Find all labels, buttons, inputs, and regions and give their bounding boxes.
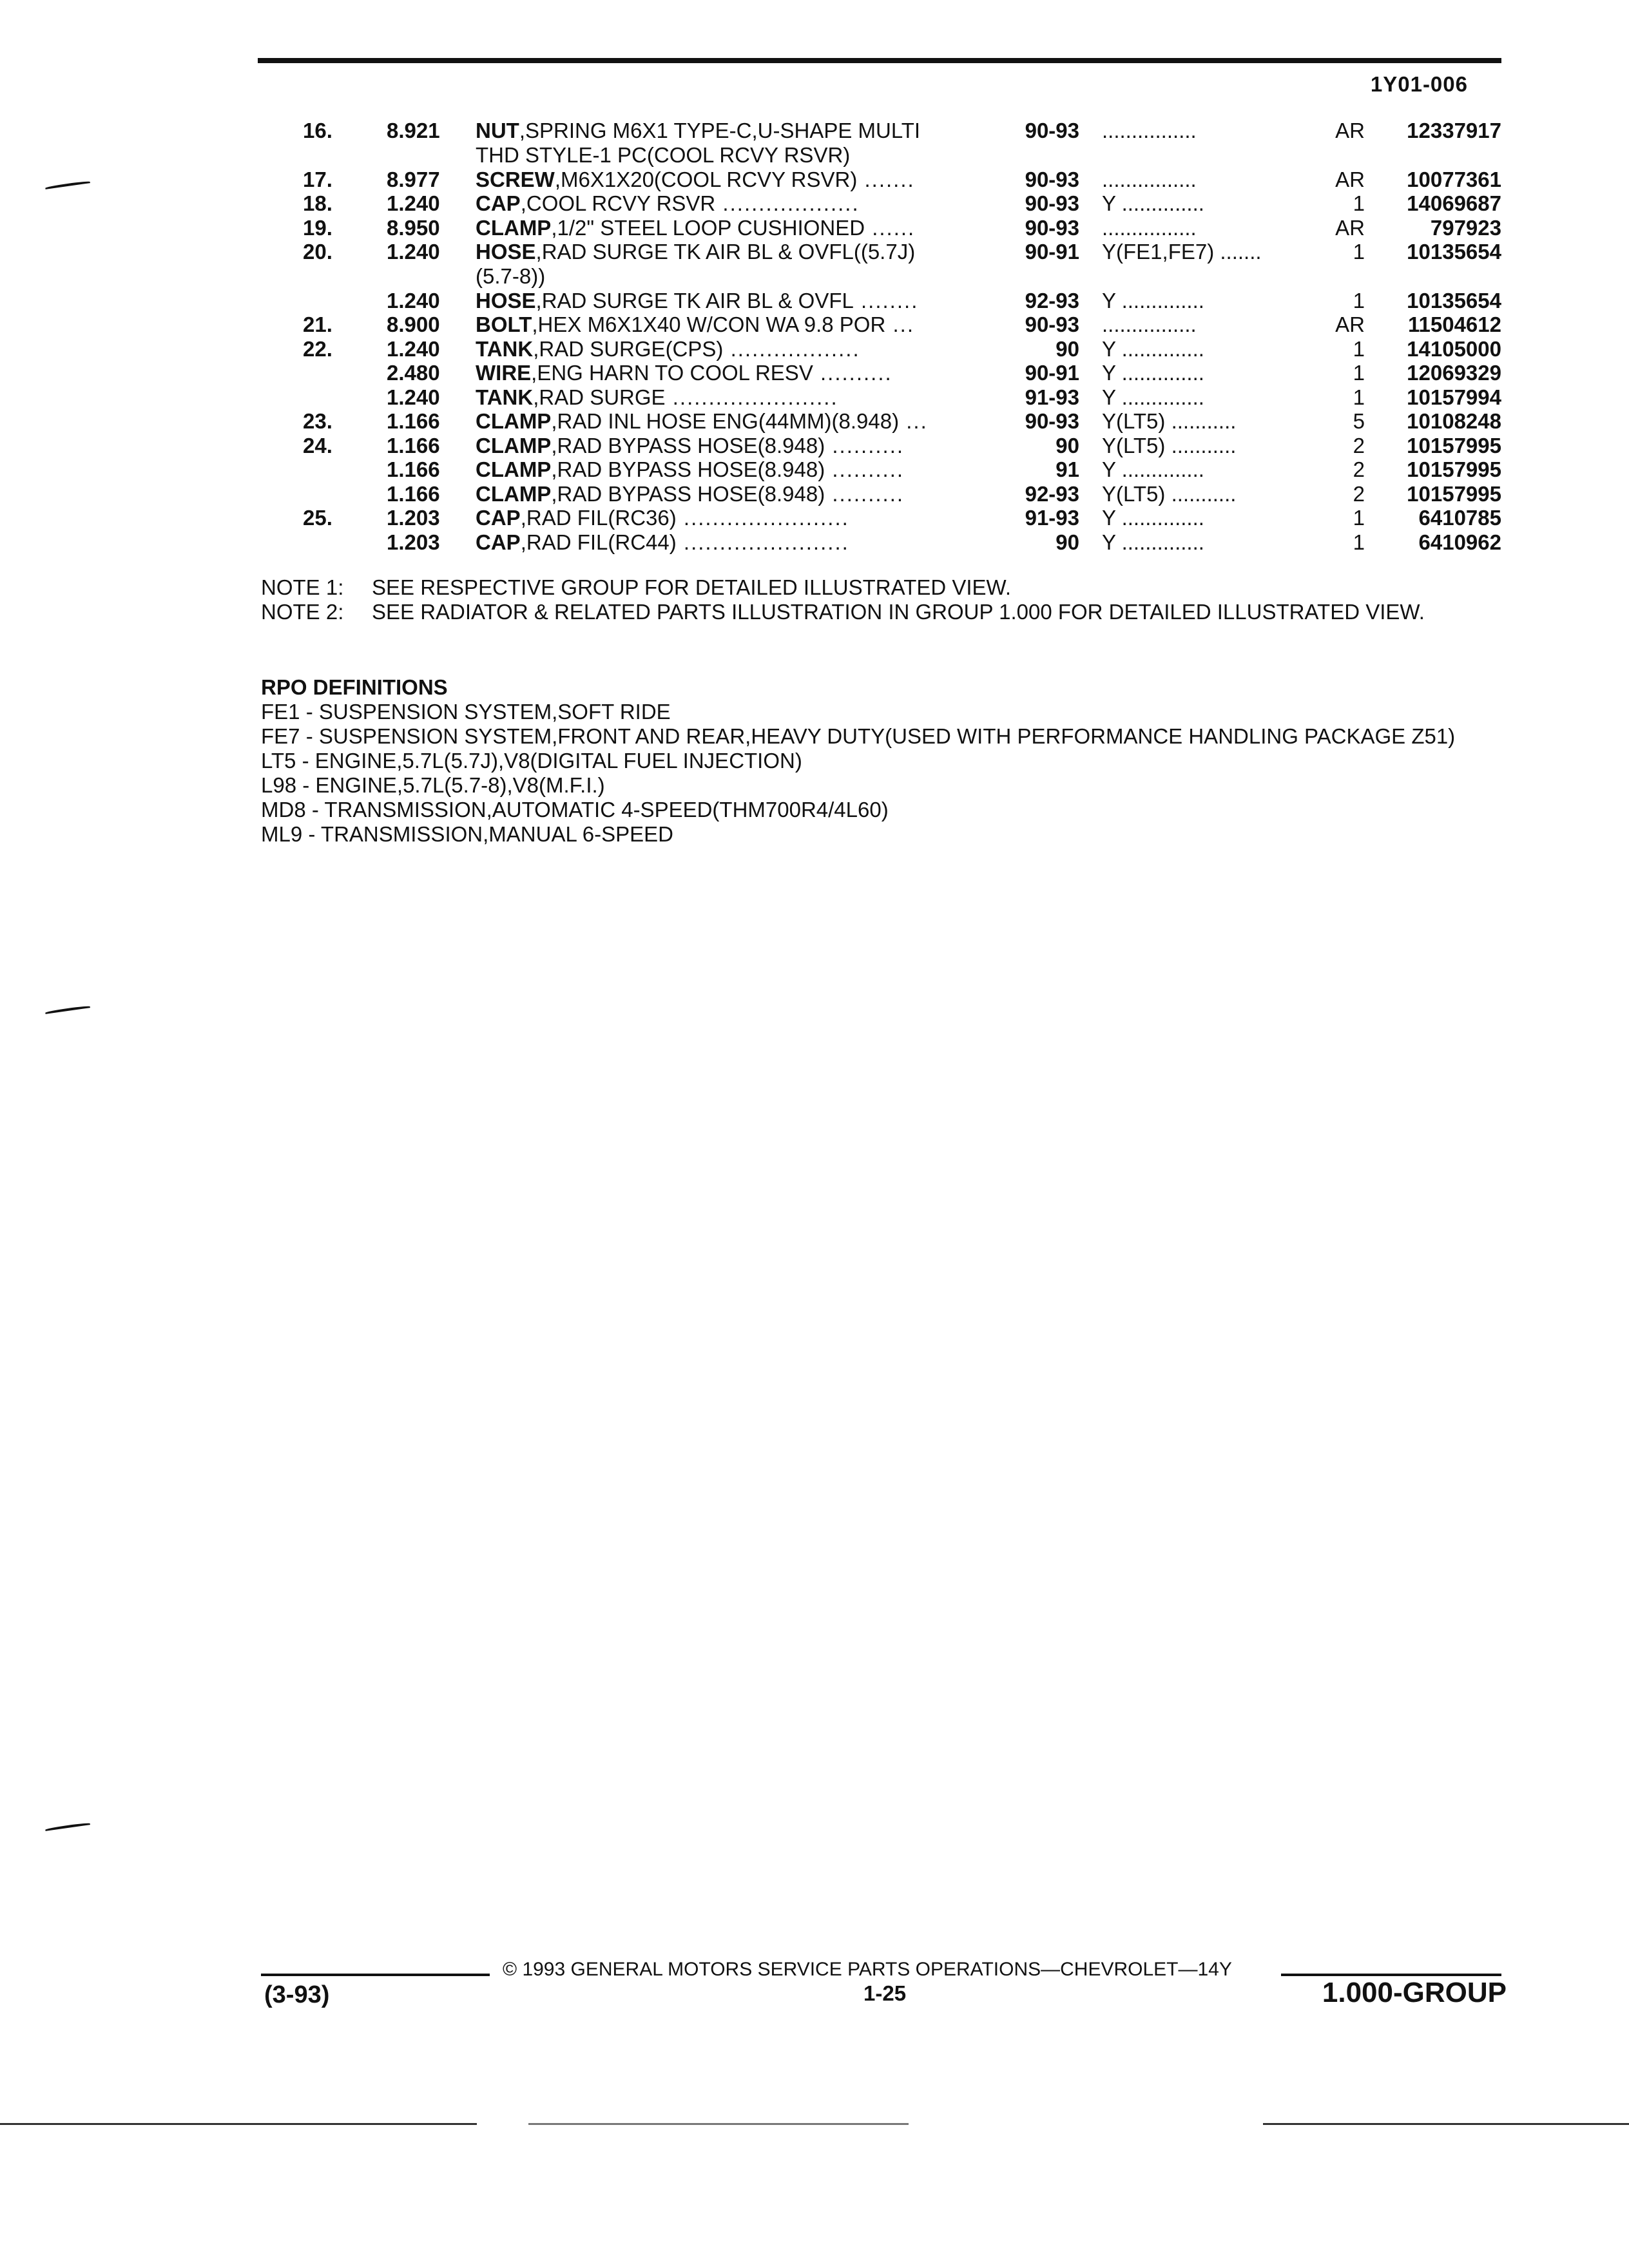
part-name: CAP [476,530,521,554]
parts-table [0,119,1629,554]
quantity: 1 [1353,240,1365,264]
part-detail: ,RAD SURGE [533,385,666,409]
group-number: 8.900 [387,312,440,336]
part-detail: ,1/2" STEEL LOOP CUSHIONED [551,215,865,240]
table-row [0,457,1629,482]
model-years: 90-93 [1025,167,1079,191]
part-detail: ,RAD BYPASS HOSE(8.948) [551,433,825,457]
footer-group: 1.000-GROUP [1322,1977,1507,2008]
part-description [476,312,998,337]
model-years: 91-93 [1025,385,1079,409]
option-code: Y(LT5) ........... [1102,409,1237,433]
quantity: AR [1335,312,1365,336]
part-name: CLAMP [476,433,552,457]
group-number: 1.240 [387,288,440,312]
option-code: Y(LT5) ........... [1102,481,1237,506]
group-number: 1.240 [387,191,440,215]
part-description [476,337,998,361]
quantity: AR [1335,119,1365,142]
group-number: 1.203 [387,506,440,530]
note-label: NOTE 1: [261,575,344,599]
dot-leader: .......... [813,361,892,385]
group-number: 8.921 [387,119,440,142]
footer-copyright: © 1993 GENERAL MOTORS SERVICE PARTS OPERATIONS—CHEVROLET—14Y [503,1959,1232,1980]
group-number: 1.240 [387,385,440,409]
part-description [476,289,998,313]
dot-leader: .......... [825,481,905,506]
ref-number: 19. [303,215,333,240]
group-number: 1.166 [387,481,440,506]
ref-number: 22. [303,336,333,361]
ref-number: 21. [303,312,333,336]
part-number: 12337917 [1407,119,1501,142]
option-code: ................ [1102,215,1197,240]
dot-leader: ... [899,409,928,433]
rpo-item: FE1 - SUSPENSION SYSTEM,SOFT RIDE [261,700,671,724]
table-row [0,312,1629,337]
table-row [0,119,1629,143]
quantity: 2 [1353,481,1365,506]
part-name: CLAMP [476,457,552,481]
group-number: 8.977 [387,167,440,191]
part-number: 797923 [1430,215,1501,240]
model-years: 90-93 [1025,119,1079,142]
scan-mark [45,1005,90,1014]
table-row-continuation [0,143,1629,168]
dot-leader: .......... [825,457,905,481]
table-row-continuation [0,264,1629,289]
part-detail: ,RAD SURGE(CPS) [533,336,724,361]
note-text: SEE RADIATOR & RELATED PARTS ILLUSTRATION IN GROUP 1.000 FOR DETAILED ILLUSTRATED VIEW. [372,600,1425,624]
part-detail: ,RAD FIL(RC44) [520,530,677,554]
table-row [0,289,1629,313]
part-name: HOSE [476,240,536,264]
table-row [0,337,1629,361]
model-years: 92-93 [1025,481,1079,506]
table-row [0,191,1629,216]
part-detail: ,RAD SURGE TK AIR BL & OVFL [535,288,854,312]
option-code: Y .............. [1102,191,1204,215]
dot-leader: ....................... [676,506,849,530]
quantity: 1 [1353,385,1365,409]
ref-number: 24. [303,433,333,457]
part-number: 10157994 [1407,385,1501,409]
group-number: 1.203 [387,530,440,554]
description-continuation: THD STYLE-1 PC(COOL RCVY RSVR) [476,142,851,167]
part-number: 10077361 [1407,167,1501,191]
dot-leader: ........ [853,288,919,312]
part-description [476,191,998,216]
quantity: 1 [1353,191,1365,215]
table-row [0,240,1629,264]
table-row [0,216,1629,240]
model-years: 90-91 [1025,361,1079,385]
dot-leader: ................... [715,191,860,215]
part-detail: ,ENG HARN TO COOL RESV [531,361,813,385]
quantity: 2 [1353,457,1365,481]
part-detail: ,M6X1X20(COOL RCVY RSVR) [554,167,858,191]
part-detail: ,RAD FIL(RC36) [520,506,677,530]
table-row [0,409,1629,434]
model-years: 90-93 [1025,312,1079,336]
part-description [476,216,998,240]
part-number: 12069329 [1407,361,1501,385]
part-name: CLAMP [476,481,552,506]
scan-edge-line [0,2123,477,2125]
option-code: Y .............. [1102,361,1204,385]
model-years: 90-93 [1025,191,1079,215]
header-rule [258,58,1501,63]
part-description [476,119,998,143]
option-code: Y(LT5) ........... [1102,433,1237,457]
dot-leader: .......... [825,433,905,457]
part-detail: ,SPRING M6X1 TYPE-C,U-SHAPE MULTI [519,119,921,142]
part-number: 14105000 [1407,336,1501,361]
option-code: Y .............. [1102,530,1204,554]
quantity: 5 [1353,409,1365,433]
dot-leader: ... [885,312,914,336]
part-name: WIRE [476,361,532,385]
part-description [476,168,998,192]
part-name: HOSE [476,288,536,312]
table-row [0,506,1629,530]
model-years: 90 [1055,433,1079,457]
model-years: 90 [1055,336,1079,361]
rpo-item: ML9 - TRANSMISSION,MANUAL 6-SPEED [261,822,673,846]
part-description [476,240,998,264]
quantity: 1 [1353,506,1365,530]
model-years: 92-93 [1025,288,1079,312]
dot-leader: .................. [723,336,860,361]
scan-edge-line [1263,2123,1629,2125]
part-name: CAP [476,191,521,215]
part-number: 6410785 [1418,506,1501,530]
model-years: 91 [1055,457,1079,481]
part-description [476,361,998,385]
part-number: 10157995 [1407,457,1501,481]
rpo-item: FE7 - SUSPENSION SYSTEM,FRONT AND REAR,HEAVY DUTY(USED WITH PERFORMANCE HANDLING PACKAGE Z51) [261,724,1456,748]
group-number: 1.166 [387,433,440,457]
page-number: 1-25 [863,1981,907,2005]
dot-leader: ...... [865,215,916,240]
quantity: 1 [1353,336,1365,361]
part-detail: ,RAD BYPASS HOSE(8.948) [551,481,825,506]
option-code: Y(FE1,FE7) ....... [1102,240,1262,264]
note-1 [261,575,1629,600]
part-description [476,409,998,434]
option-code: Y .............. [1102,336,1204,361]
dot-leader: ....... [857,167,915,191]
part-description [476,482,998,506]
part-detail: ,RAD BYPASS HOSE(8.948) [551,457,825,481]
group-number: 1.166 [387,457,440,481]
ref-number: 25. [303,506,333,530]
note-text: SEE RESPECTIVE GROUP FOR DETAILED ILLUSTRATED VIEW. [372,575,1012,599]
model-years: 90 [1055,530,1079,554]
rpo-item: MD8 - TRANSMISSION,AUTOMATIC 4-SPEED(THM700R4/4L60) [261,798,889,822]
part-detail: ,RAD SURGE TK AIR BL & OVFL((5.7J) [535,240,916,264]
table-row [0,434,1629,458]
rpo-heading: RPO DEFINITIONS [261,675,448,699]
part-name: TANK [476,336,534,361]
part-number: 10135654 [1407,240,1501,264]
part-number: 10157995 [1407,481,1501,506]
part-description [476,457,998,482]
part-name: CLAMP [476,215,552,240]
notes-section [261,575,1629,624]
dot-leader: ....................... [665,385,838,409]
part-name: BOLT [476,312,532,336]
part-detail: ,COOL RCVY RSVR [520,191,716,215]
option-code: Y .............. [1102,288,1204,312]
option-code: ................ [1102,167,1197,191]
part-description [476,530,998,555]
note-label: NOTE 2: [261,600,344,624]
footer-rule-right [1281,1974,1501,1976]
part-description [476,506,998,530]
rpo-item: L98 - ENGINE,5.7L(5.7-8),V8(M.F.I.) [261,773,605,797]
table-row [0,530,1629,555]
part-number: 14069687 [1407,191,1501,215]
option-code: ................ [1102,312,1197,336]
part-number: 6410962 [1418,530,1501,554]
quantity: AR [1335,167,1365,191]
description-continuation: (5.7-8)) [476,264,546,288]
dot-leader: ....................... [676,530,849,554]
part-name: CLAMP [476,409,552,433]
document-id: 1Y01-006 [1370,72,1468,96]
group-number: 1.240 [387,336,440,361]
table-row [0,385,1629,410]
part-detail: ,RAD INL HOSE ENG(44MM)(8.948) [551,409,900,433]
ref-number: 18. [303,191,333,215]
group-number: 1.166 [387,409,440,433]
table-row [0,482,1629,506]
part-number: 10108248 [1407,409,1501,433]
option-code: Y .............. [1102,457,1204,481]
model-years: 90-91 [1025,240,1079,264]
ref-number: 23. [303,409,333,433]
part-number: 10157995 [1407,433,1501,457]
part-description [476,385,998,410]
table-row [0,361,1629,385]
scan-edge-line [528,2123,909,2125]
model-years: 91-93 [1025,506,1079,530]
option-code: Y .............. [1102,506,1204,530]
part-name: NUT [476,119,519,142]
option-code: ................ [1102,119,1197,142]
note-2 [261,600,1629,624]
ref-number: 17. [303,167,333,191]
ref-number: 16. [303,119,333,142]
group-number: 8.950 [387,215,440,240]
quantity: 1 [1353,530,1365,554]
model-years: 90-93 [1025,215,1079,240]
footer-date: (3-93) [264,1981,330,2008]
quantity: 1 [1353,288,1365,312]
group-number: 2.480 [387,361,440,385]
part-description [476,434,998,458]
group-number: 1.240 [387,240,440,264]
quantity: 1 [1353,361,1365,385]
rpo-definitions [261,675,1501,847]
rpo-item: LT5 - ENGINE,5.7L(5.7J),V8(DIGITAL FUEL INJECTION) [261,749,802,773]
part-name: TANK [476,385,534,409]
part-number: 10135654 [1407,288,1501,312]
part-number: 11504612 [1407,312,1501,336]
footer-rule-left [261,1974,490,1976]
ref-number: 20. [303,240,333,264]
quantity: AR [1335,215,1365,240]
part-name: SCREW [476,167,555,191]
option-code: Y .............. [1102,385,1204,409]
part-detail: ,HEX M6X1X40 W/CON WA 9.8 POR [532,312,886,336]
scan-mark [45,1822,90,1831]
table-row [0,168,1629,192]
model-years: 90-93 [1025,409,1079,433]
part-name: CAP [476,506,521,530]
quantity: 2 [1353,433,1365,457]
